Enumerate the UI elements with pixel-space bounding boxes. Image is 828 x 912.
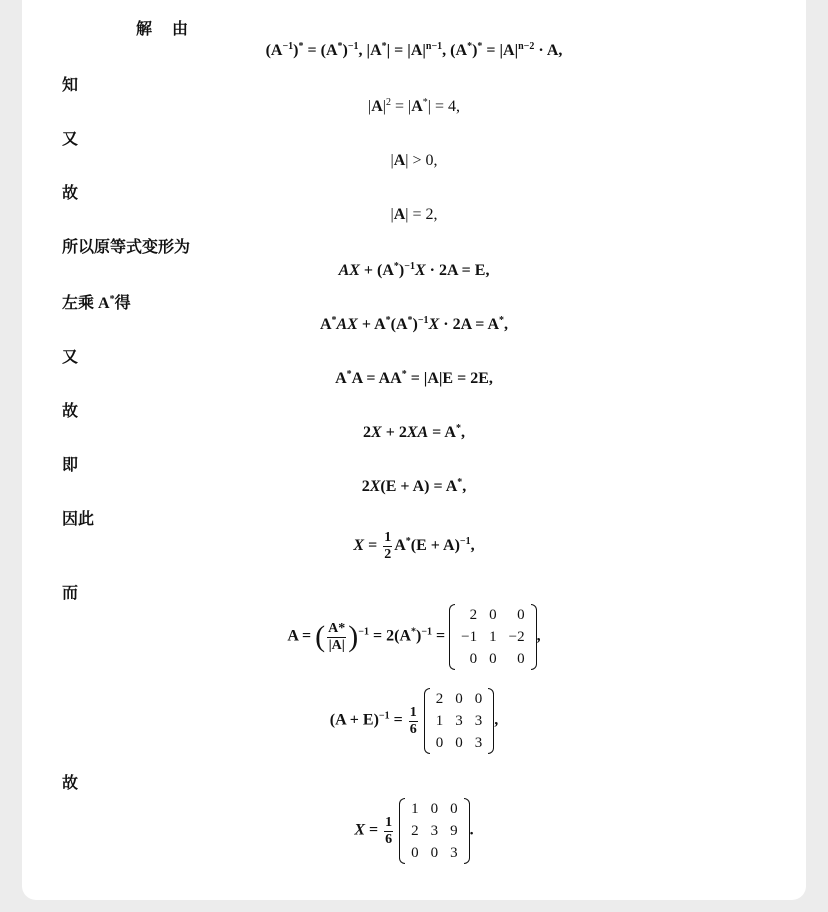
document-page — [22, 0, 806, 900]
equation-matrix-a: A = ( $\frac{A*}{|A|}$ )$^{-1} = 2(A^*)^{-1}$ = 2 0 0 −1 1 −2 0 0 0 , — [22, 604, 806, 670]
label-you-1: 又 — [62, 131, 79, 148]
label-zhi: 知 — [62, 77, 79, 94]
equation-x-result: X = $\frac{1}{6}$ 1 0 0 2 3 9 0 0 3 . — [22, 798, 806, 864]
label-suoyi: 所以原等式变形为 — [62, 239, 191, 256]
equation-adjugate-product: A*A = AA* = |A|E = 2E, — [335, 369, 493, 387]
label-you-2: 又 — [62, 349, 79, 366]
equation-transformed: AX + $(A^*)^{-1}X \cdot 2A = E$, — [338, 261, 490, 279]
label-gu-1: 故 — [62, 185, 79, 202]
equation-simplified: 2X + 2XA = A*, — [363, 423, 465, 441]
matrix-x: 1 0 0 2 3 9 0 0 3 — [399, 798, 470, 864]
equation-det-value: |A| = 2, — [390, 206, 438, 223]
label-gu-3: 故 — [62, 775, 79, 792]
label-ji: 即 — [62, 457, 79, 474]
label-er: 而 — [62, 585, 79, 602]
equation-left-multiplied: $A^*AX + A^*(A^*)^{-1}X \cdot 2A = A^*$, — [319, 315, 509, 333]
matrix-a: 2 0 0 −1 1 −2 0 0 0 — [449, 604, 536, 670]
label-yinci: 因此 — [62, 511, 95, 528]
equation-det-positive: |A| > 0, — [390, 152, 438, 169]
label-gu-2: 故 — [62, 403, 79, 420]
equation-adjugate-identities: $(A^{-1})^* = (A^*)^{-1}$, $|A^*| = |A|^{n-1}$, $(A^*)^* = |A|^{n-2} \cdot A$, — [265, 41, 563, 59]
equation-x-expression: X = $\frac{1}{2}$ $A^*(E + A)^{-1}$, — [353, 530, 475, 562]
label-left-multiply: 左乘 A*得 — [62, 294, 131, 312]
equation-factored: 2X(E + A) = A*, — [361, 477, 467, 495]
equation-det-squared: $|A|^2 = |A^*| = 4$, — [368, 97, 460, 115]
solution-heading: 解 由 — [136, 21, 197, 38]
equation-a-plus-e-inverse: $(A + E)^{-1}$ = $\frac{1}{6}$ 2 0 0 1 3 3 0 0 3 , — [22, 688, 806, 754]
matrix-a-plus-e-inverse: 2 0 0 1 3 3 0 0 3 — [424, 688, 495, 754]
